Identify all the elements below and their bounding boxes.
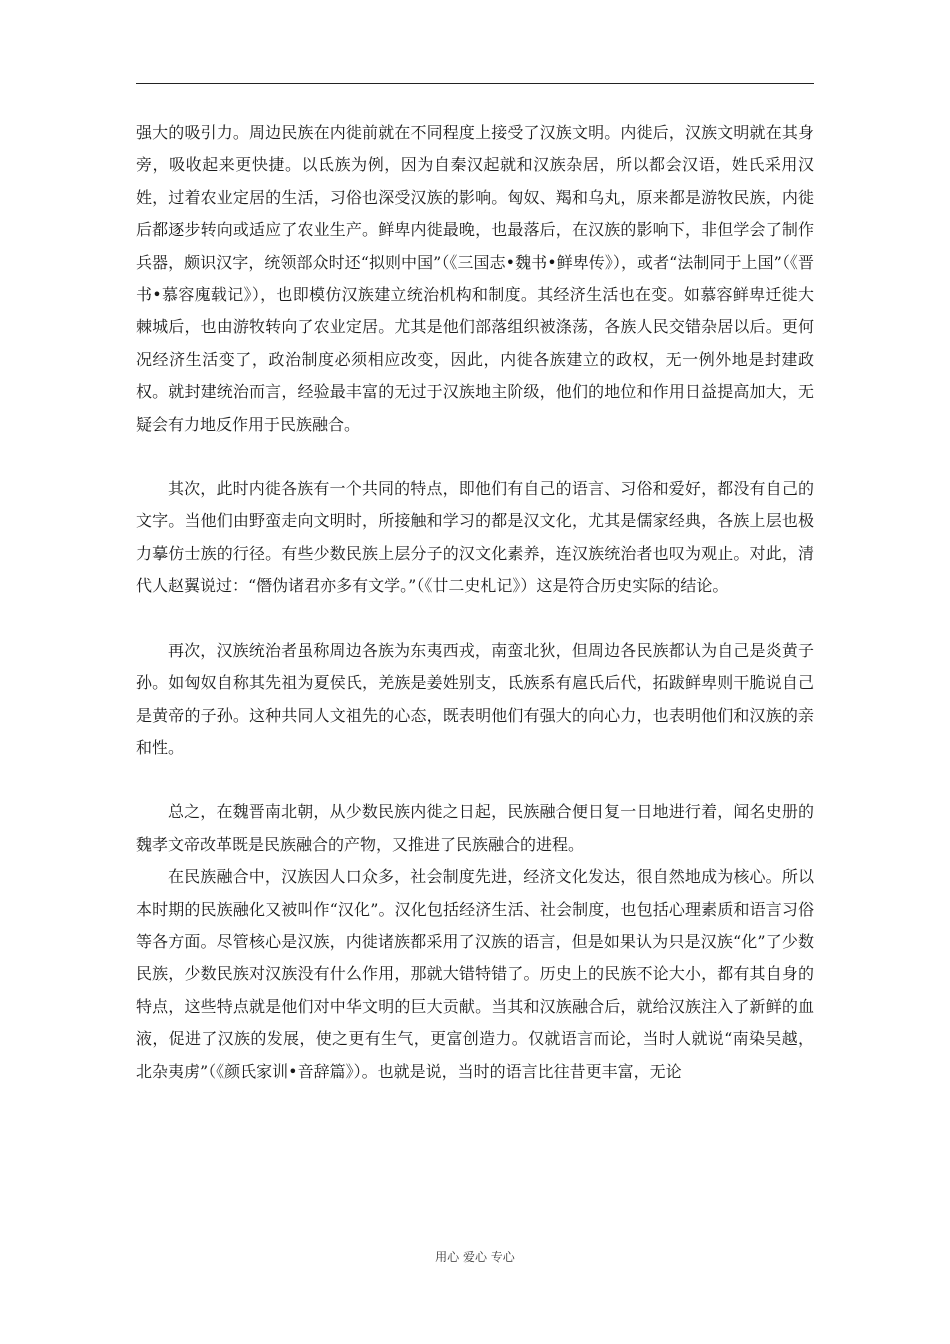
page-footer: 用心 爱心 专心	[435, 1250, 515, 1264]
header-rule	[136, 83, 814, 84]
paragraph-1: 强大的吸引力。周边民族在内徙前就在不同程度上接受了汉族文明。内徙后，汉族文明就在其身旁，吸收起来更快捷。以氐族为例，因为自秦汉起就和汉族杂居，所以都会汉语，姓氏采用汉姓，过着农业定居的生活，习俗也深受汉族的影响。匈奴、羯和乌丸，原来都是游牧民族，内徙后都逐步转向或适应了农业生产。鲜卑内徙最晚，也最落后，在汉族的影响下，非但学会了制作兵器，颇识汉字，统领部众时还“拟则中国”（《三国志•魏书•鲜卑传》），或者“法制同于上国”（《晋书•慕容廆载记》），也即模仿汉族建立统治机构和制度。其经济生活也在变。如慕容鲜卑迁徙大棘城后，也由游牧转向了农业定居。尤其是他们部落组织被涤荡，各族人民交错杂居以后。更何况经济生活变了，政治制度必须相应改变，因此，内徙各族建立的政权，无一例外地是封建政权。就封建统治而言，经验最丰富的无过于汉族地主阶级，他们的地位和作用日益提高加大，无疑会有力地反作用于民族融合。	[136, 123, 814, 434]
paragraph-3: 再次，汉族统治者虽称周边各族为东夷西戎，南蛮北狄，但周边各民族都认为自己是炎黄子孙。如匈奴自称其先祖为夏侯氏，羌族是姜姓别支，氐族系有扈氏后代，拓跋鲜卑则干脆说自己是黄帝的子孙。这种共同人文祖先的心态，既表明他们有强大的向心力，也表明他们和汉族的亲和性。	[136, 640, 814, 757]
paragraph-4: 总之，在魏晋南北朝，从少数民族内徙之日起，民族融合便日复一日地进行着，闻名史册的魏孝文帝改革既是民族融合的产物，又推进了民族融合的进程。	[136, 802, 814, 854]
paragraph-2: 其次，此时内徙各族有一个共同的特点，即他们有自己的语言、习俗和爱好，都没有自己的文字。当他们由野蛮走向文明时，所接触和学习的都是汉文化，尤其是儒家经典，各族上层也极力摹仿士族的行径。有些少数民族上层分子的汉文化素养，连汉族统治者也叹为观止。对此，清代人赵翼说过：“僭伪诸君亦多有文学。”（《廿二史札记》）这是符合历史实际的结论。	[136, 479, 814, 596]
paragraph-5: 在民族融合中，汉族因人口众多，社会制度先进，经济文化发达，很自然地成为核心。所以本时期的民族融化又被叫作“汉化”。汉化包括经济生活、社会制度，也包括心理素质和语言习俗等各方面。尽管核心是汉族，内徙诸族都采用了汉族的语言，但是如果认为只是汉族“化”了少数民族，少数民族对汉族没有什么作用，那就大错特错了。历史上的民族不论大小，都有其自身的特点，这些特点就是他们对中华文明的巨大贡献。当其和汉族融合后，就给汉族注入了新鲜的血液，促进了汉族的发展，使之更有生气，更富创造力。仅就语言而论，当时人就说“南染吴越，北杂夷虏”（《颜氏家训•音辞篇》）。也就是说，当时的语言比往昔更丰富，无论	[136, 867, 814, 1081]
document-body	[136, 117, 814, 1088]
